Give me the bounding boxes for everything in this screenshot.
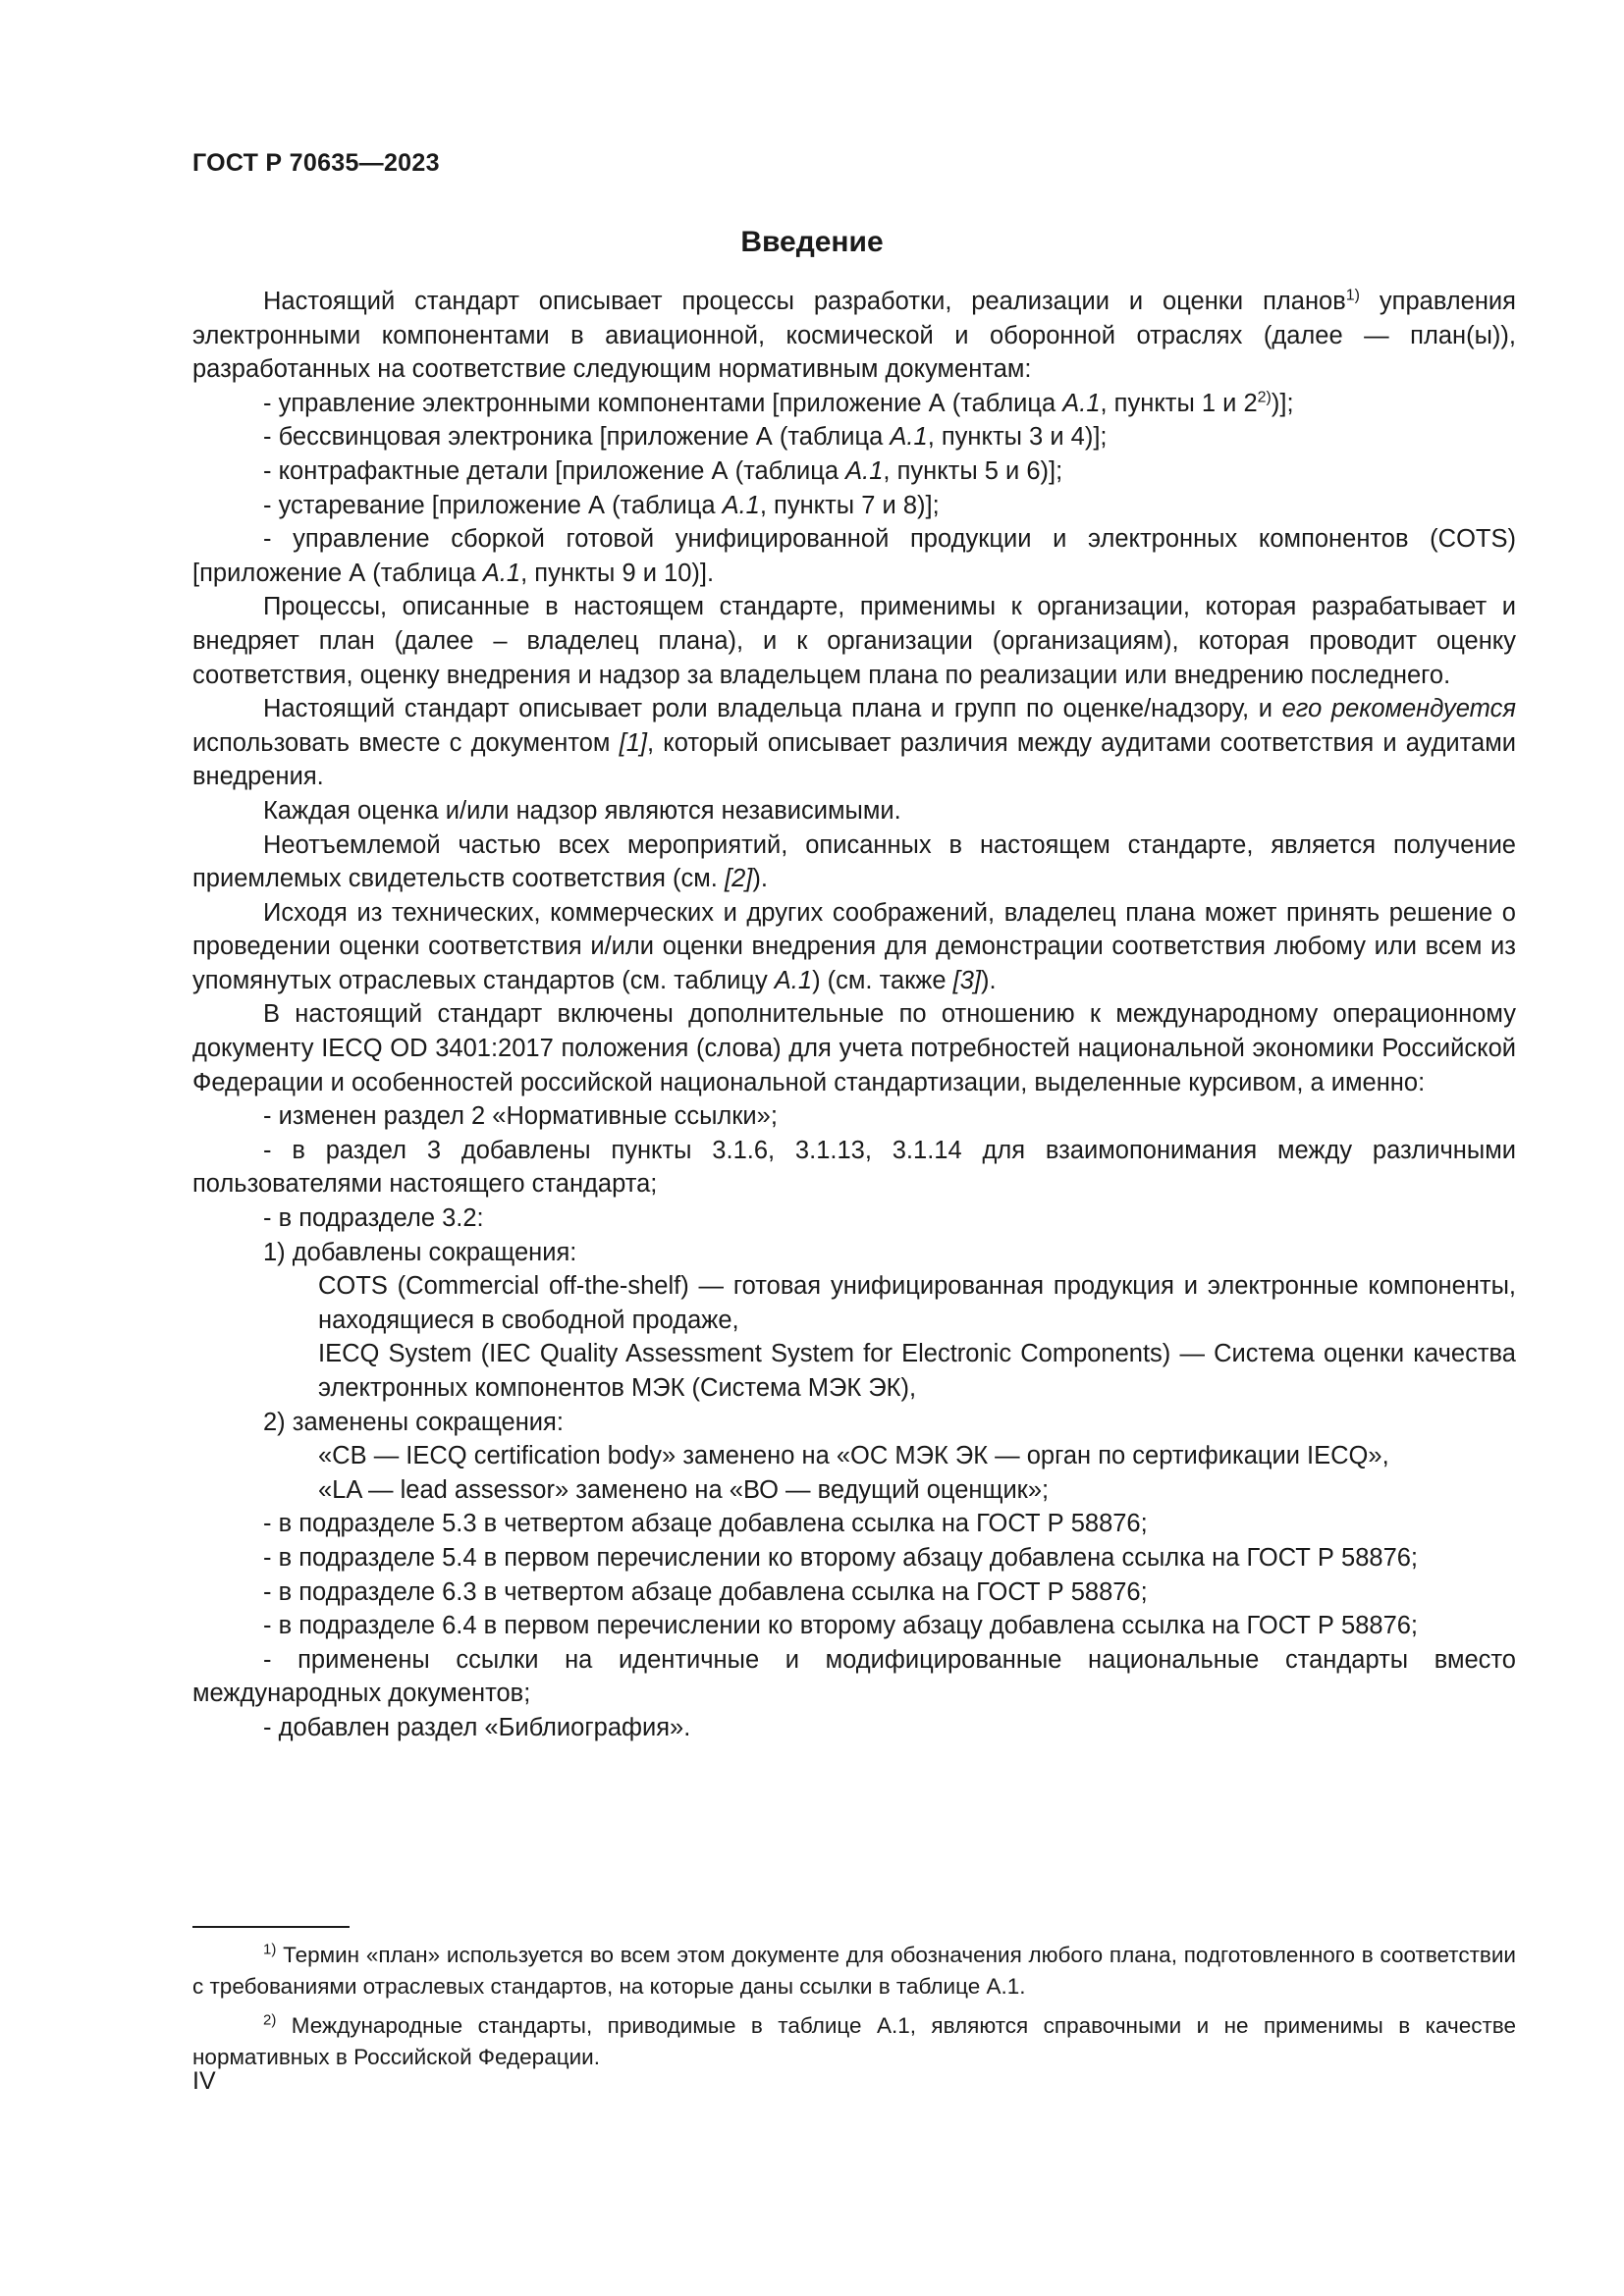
text-run: - контрафактные детали [приложение А (таблица xyxy=(263,456,846,485)
citation-ref: [3] xyxy=(952,966,981,994)
paragraph xyxy=(192,285,1516,387)
footnote-text: Международные стандарты, приводимые в таблице А.1, являются справочными и не применимы в качестве нормативных в Российской Федерации. xyxy=(192,2013,1516,2069)
document-body xyxy=(192,285,1516,1745)
sub-list-item: 2) заменены сокращения: xyxy=(263,1408,564,1436)
paragraph xyxy=(192,896,1516,998)
text-run: - бессвинцовая электроника [приложение А (таблица xyxy=(263,423,891,452)
text-run: ) (см. также xyxy=(812,966,953,994)
text-run: - управление электронными компонентами [приложение А (таблица xyxy=(263,389,1063,417)
text-run: использовать вместе с документом xyxy=(192,728,620,757)
citation-ref: [1] xyxy=(619,728,647,757)
list-item xyxy=(192,387,1516,421)
text-run: , пункты 9 и 10)]. xyxy=(520,559,715,587)
text-run: Неотъемлемой частью всех мероприятий, описанных в настоящем стандарте, является получение приемлемых свидетельств соответствия (см. xyxy=(192,830,1516,893)
footnote-separator xyxy=(192,1926,350,1928)
paragraph: В настоящий стандарт включены дополнительные по отношению к международному операционному документу IECQ OD 3401:2017 положения (слова) для учета потребностей национальной экономики Российской Федерации и особенностей российской национальной стандартизации, выделенные курсивом, а именно: xyxy=(192,1000,1516,1096)
footnote xyxy=(192,1940,1516,2002)
text-run: ). xyxy=(752,865,768,893)
text-run: , пункты 5 и 6)]; xyxy=(883,456,1063,485)
text-run: ). xyxy=(981,966,997,994)
text-run: Исходя из технических, коммерческих и других соображений, владелец плана может принять решение о проведении оценки соответствия и/или оценки внедрения для демонстрации соответствия любому или всем из упомянутых отраслевых стандартов (см. таблицу xyxy=(192,898,1516,994)
document-id: ГОСТ Р 70635—2023 xyxy=(192,149,440,177)
italic-text: А.1 xyxy=(774,966,813,994)
text-run: - устаревание [приложение А (таблица xyxy=(263,491,723,519)
italic-text: А.1 xyxy=(722,491,760,519)
list-item: - изменен раздел 2 «Нормативные ссылки»; xyxy=(263,1102,778,1131)
footnotes xyxy=(192,1940,1516,2081)
text-run: Настоящий стандарт описывает процессы разработки, реализации и оценки планов xyxy=(263,288,1346,315)
italic-text: А.1 xyxy=(890,423,928,452)
footnote-ref: 1) xyxy=(1345,287,1360,304)
sub-list-text: «СВ — IECQ certification body» заменено на «ОС МЭК ЭК — орган по сертификации IECQ», xyxy=(318,1442,1389,1470)
list-item xyxy=(192,454,1516,489)
sub-list-text: IECQ System (IEC Quality Assessment System for Electronic Components) — Система оценки качества электронных компонентов МЭК (Система МЭК ЭК), xyxy=(318,1340,1516,1402)
list-item: - добавлен раздел «Библиография». xyxy=(263,1713,691,1741)
text-run: - управление сборкой готовой унифицированной продукции и электронных компонентов (COTS) [приложение А (таблица xyxy=(192,525,1516,587)
footnote-ref: 2) xyxy=(1257,389,1272,406)
italic-text: А.1 xyxy=(845,456,884,485)
list-item: - в подразделе 5.4 в первом перечислении ко второму абзацу добавлена ссылка на ГОСТ Р 58876; xyxy=(263,1543,1419,1572)
footnote-marker: 1) xyxy=(263,1941,277,1958)
list-item: - применены ссылки на идентичные и модифицированные национальные стандарты вместо международных документов; xyxy=(192,1645,1516,1708)
paragraph: Процессы, описанные в настоящем стандарте, применимы к организации, которая разрабатывает и внедряет план (далее – владелец плана), и к организации (организациям), которая проводит оценку соответствия, оценку внедрения и надзор за владельцем плана по реализации или внедрению последнего. xyxy=(192,593,1516,689)
list-item: - в подразделе 6.3 в четвертом абзаце добавлена ссылка на ГОСТ Р 58876; xyxy=(263,1577,1148,1606)
italic-text: А.1 xyxy=(482,559,521,587)
text-run: , пункты 3 и 4)]; xyxy=(927,423,1108,452)
italic-text: А.1 xyxy=(1062,389,1101,417)
list-item: - в раздел 3 добавлены пункты 3.1.6, 3.1.13, 3.1.14 для взаимопонимания между различными пользователями настоящего стандарта; xyxy=(192,1136,1516,1199)
list-item: - в подразделе 6.4 в первом перечислении ко второму абзацу добавлена ссылка на ГОСТ Р 58876; xyxy=(263,1612,1419,1640)
text-run: , пункты 1 и 2 xyxy=(1100,389,1258,417)
list-item xyxy=(192,489,1516,523)
list-item xyxy=(192,420,1516,454)
list-item: - в подразделе 5.3 в четвертом абзаце добавлена ссылка на ГОСТ Р 58876; xyxy=(263,1510,1148,1538)
footnote-marker: 2) xyxy=(263,2011,277,2029)
sub-list-text: «LA — lead assessor» заменено на «ВО — ведущий оценщик»; xyxy=(318,1475,1050,1504)
paragraph: Каждая оценка и/или надзор являются независимыми. xyxy=(263,796,901,825)
list-item xyxy=(192,522,1516,590)
text-run: управления электронными компонентами в авиационной, космической и оборонной отраслях (далее — план(ы)), разработанных на соответствие следующим нормативным документам: xyxy=(192,288,1516,384)
paragraph xyxy=(192,828,1516,896)
section-title: Введение xyxy=(740,226,884,258)
text-run: Настоящий стандарт описывает роли владельца плана и групп по оценке/надзору, и xyxy=(263,695,1282,723)
sub-list-item: 1) добавлены сокращения: xyxy=(263,1238,577,1266)
italic-text: его рекомендуется xyxy=(1281,695,1516,723)
text-run: , который описывает различия между аудитами соответствия и аудитами внедрения. xyxy=(192,728,1517,791)
footnote xyxy=(192,2010,1516,2073)
citation-ref: [2] xyxy=(724,865,753,893)
footnote-text: Термин «план» используется во всем этом документе для обозначения любого плана, подготовленного в соответствии с требованиями отраслевых стандартов, на которые даны ссылки в таблице А.1. xyxy=(192,1943,1516,1999)
list-item: - в подразделе 3.2: xyxy=(263,1204,484,1233)
sub-list-text: COTS (Commercial off-the-shelf) — готовая унифицированная продукция и электронные компоненты, находящиеся в свободной продаже, xyxy=(318,1272,1516,1334)
text-run: , пункты 7 и 8)]; xyxy=(759,491,940,519)
paragraph xyxy=(192,692,1516,794)
text-run: )]; xyxy=(1271,389,1294,417)
page-number: IV xyxy=(192,2067,216,2095)
